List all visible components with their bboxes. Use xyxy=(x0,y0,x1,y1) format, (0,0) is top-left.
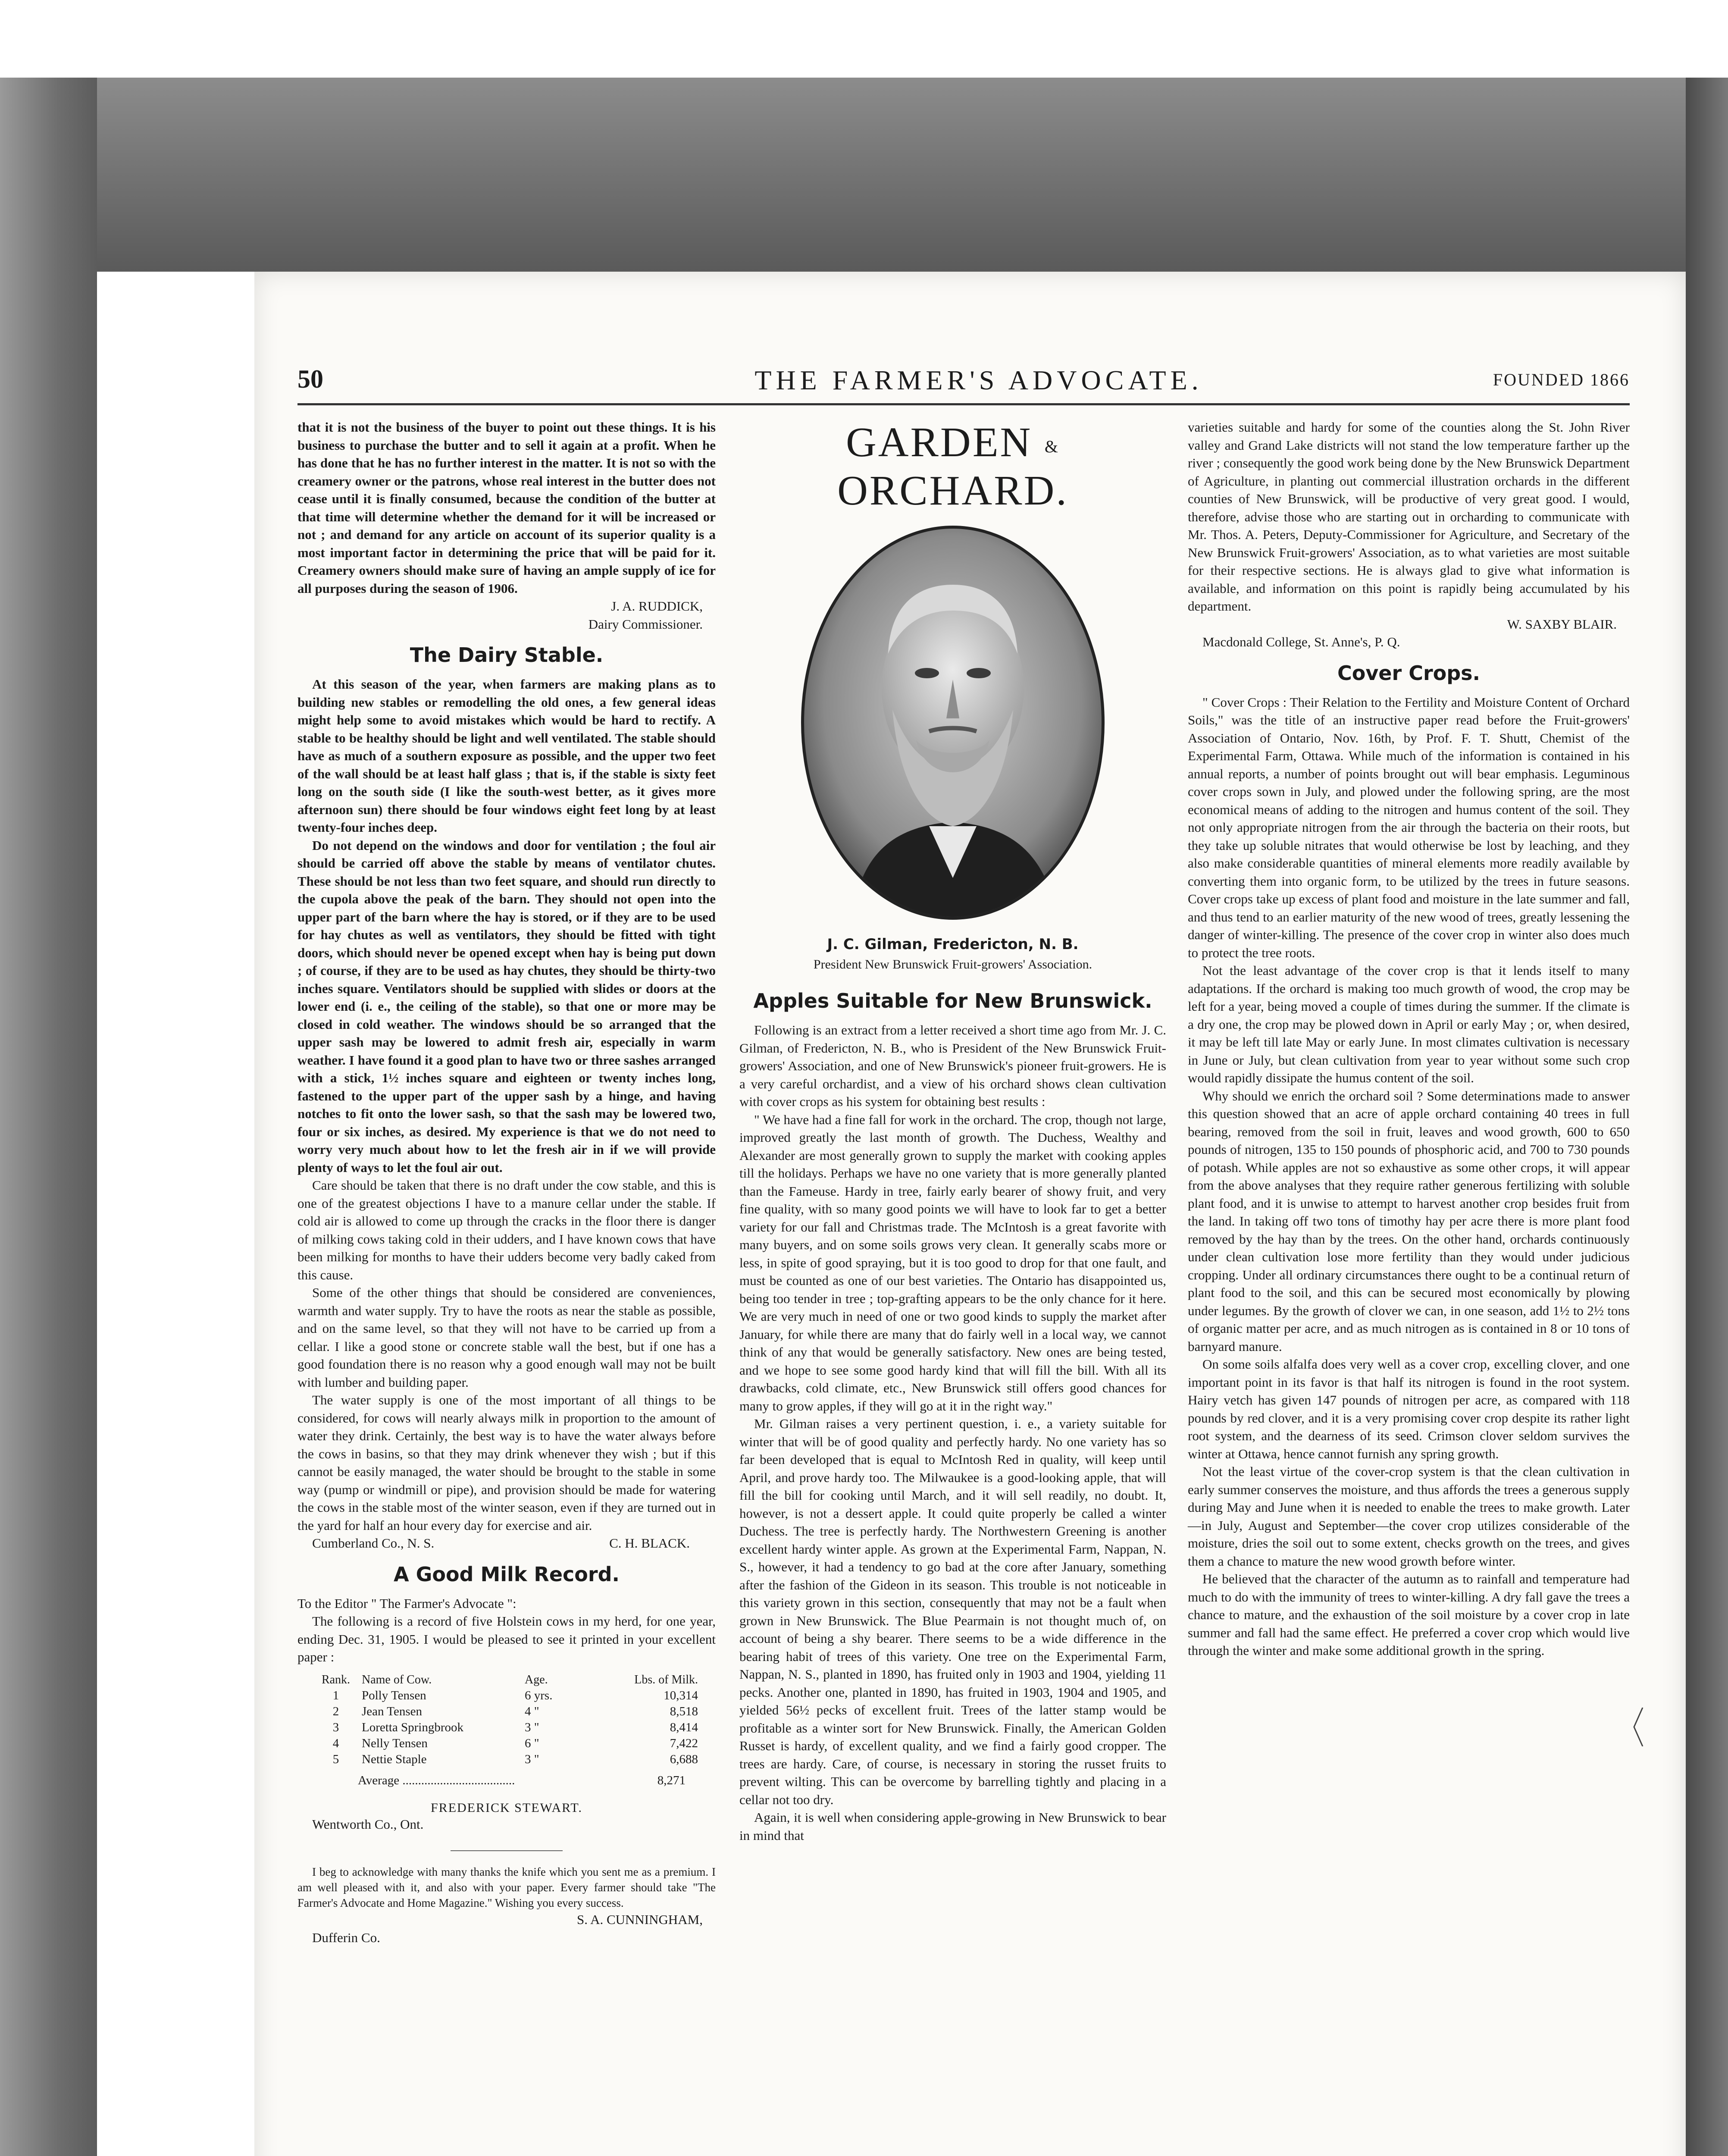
article-paragraph: " Cover Crops : Their Relation to the Fertility and Moisture Content of Orchard Soils," was the title of an instructive paper read before the Fruit-growers' Association of Ontario, Nov. 16th, by Prof. F. T. Shutt, Chemist of the Experimental Farm, Ottawa. While much of the information is contained in his annual reports, a number of points brought out will bear emphasis. Leguminous cover crops sown in July, and plowed under the following spring, are the most economical means of adding to the nitrogen and humus content of the soil. They not only appropriate nitrogen from the air through the bacteria on their roots, but they take up soluble nitrates that would otherwise be lost by leaching, and they also make considerable quantities of mineral elements more readily available by converting them into organic form, to be utilized by the trees in future seasons. Cover crops take up excess of plant food and moisture in the late summer and fall, and thus tend to an earlier maturity of the new wood of trees, greatly lessening the danger of winter-killing. The presence of the cover crop in winter also does much to protect the tree roots. xyxy=(1188,694,1630,960)
article-paragraph: The water supply is one of the most important of all things to be considered, for cows will nearly always milk in proportion to the amount of water they drink. Certainly, the best way is to have the water always before the cows in basins, so that they may drink whenever they wish ; but if this cannot be easily managed, the water should be brought to the stable in some way (pump or windmill or pipe), and provision should be made for watering the cows in the stable most of the winter season, even if they are turned out in the yard for half an hour every day for exercise and air. xyxy=(297,1392,716,1533)
reader-note: I beg to acknowledge with many thanks the knife which you sent me as a premium. I am well pleased with it, and also with your paper. Every farmer should take "The Farmer's Advocate and Home Magazine." Wishing you every success. xyxy=(297,1865,716,1909)
portrait-caption: J. C. Gilman, Fredericton, N. B. xyxy=(827,936,1079,953)
article-paragraph: Not the least advantage of the cover crop is that it lends itself to many adaptations. If the orchard is making too much growth of wood, the crop may be left for a year, being moved a couple of times during the summer. If the climate is a dry one, the crop may be plowed down in April or early May ; or, when desired, it may be left till late May or early June. In most climates cultivation is necessary in June or July, but clean cultivation from year to year without some such crop would rapidly dissipate the humus content of the soil. xyxy=(1188,963,1630,1085)
article-paragraph: Why should we enrich the orchard soil ? Some determinations made to answer this question showed that an acre of apple orchard containing 40 trees in full bearing, removed from the soil in fruit, leaves and wood growth, 600 to 650 pounds of nitrogen, 135 to 150 pounds of phosphoric acid, and 700 to 730 pounds of potash. While apples are not so exhaustive as some other crops, it will appear from the above analyses that they require rather generous fertilizing with soluble plant food, and it is unwise to attempt to harvest another crop besides fruit from the land. In taking off two tons of timothy hay per acre there is more plant food removed by the hay than by the trees. On the other hand, orchards continuously under clean cultivation lose more fertility than they would under judicious cropping. Under all ordinary circumstances there ought to be a continual return of plant food to the soil, and this can be secured most economically by plowing under legumes. By the growth of clover we can, in one season, add 1½ to 2½ tons of organic matter per acre, and as much nitrogen as is contained in 8 or 10 tons of barnyard manure. xyxy=(1188,1088,1630,1354)
column-right xyxy=(1188,418,1630,1660)
average-value: 8,271 xyxy=(657,1773,686,1787)
article-paragraph: " We have had a fine fall for work in the orchard. The crop, though not large, improved greatly the last month of growth. The Duchess, Wealthy and Alexander are most generally grown to supply the market with cooking apples till the holidays. Perhaps we have no one variety that is more generally planted than the Fameuse. Hardy in tree, fairly early bearer of showy fruit, and very fine quality, with so many good points we will have to look far to get a better variety for our fall and Christmas trade. The McIntosh is a great favorite with many buyers, and on some soils grows very clean. It generally scabs more or less, in spite of good spraying, but it is too good to drop for that one fault, and must be counted as one of our best varieties. The Ontario has disappointed us, being too tender in tree ; top-grafting appears to be the only chance for it here. We are very much in need of one or two good kinds to supply the market after January, for while there are many that do fairly well in a local way, we cannot think of any that would be generally satisfactory. New ones are being tested, and we hope to see some good hardy kind that will fill the bill. With all its drawbacks, cold climate, etc., New Brunswick still offers good chances for many to grow apples, if they will go at it in the right way." xyxy=(739,1112,1166,1413)
table-row xyxy=(313,1688,701,1704)
header-rule xyxy=(297,403,1630,405)
signature-place: Wentworth Co., Ont. xyxy=(312,1816,424,1832)
article-paragraph: varieties suitable and hardy for some of the counties along the St. John River valley and Grand Lake districts will not stand the low temperature farther up the river ; consequently the good work being done by the New Brunswick Department of Agriculture, in planting out commercial illustration orchards in the different counties of New Brunswick, will be productive of very great good. I would, therefore, advise those who are starting out in orcharding to communicate with Mr. Thos. A. Peters, Deputy-Commissioner for Agriculture, and Secretary of the New Brunswick Fruit-growers' Association, as to what varieties are most suitable for their respective sections. He is always glad to give what information is available, and information on this point is rapidly being accumulated by his department. xyxy=(1188,420,1630,614)
column-middle xyxy=(739,418,1166,1844)
article-paragraph: Mr. Gilman raises a very pertinent question, i. e., a variety suitable for winter that will be of good quality and perfectly hardy. No one variety has so far been developed that is equal to McIntosh Red in quality, will keep until April, and prove hardy too. The Milwaukee is a good-looking apple, that will fill the bill for cooking until March, and it will sell readily, no doubt. It, however, is not a dessert apple. It could quite properly be called a winter Duchess. The tree is perfectly hardy. The Northwestern Greening is another excellent hardy winter apple. As grown at the Experimental Farm, Nappan, N. S., however, it had a tendency to go bad at the core after January, something after the fashion of the Gideon in its season. This trouble is not noticeable in this variety grown in this section, consequently that may not be a fault when grown in New Brunswick. The Blue Pearmain is not thought much of, on account of being a shy bearer. There seems to be a wide difference in the bearing habit of trees of this variety. One tree on the Experimental Farm, Nappan, N. S., planted in 1890, has fruited only in 1903 and 1904, yielding 11 pecks. Another one, planted in 1890, has fruited in 1903, 1904 and 1905, and yielded 56½ pecks of excellent fruit. Trees of the latter stamp would be profitable as a winter sort for New Brunswick. Finally, the American Golden Russet is hardy, of excellent quality, and we find a fairly good cropper. The trees are hardy. Care, of course, is necessary in storing the russet fruits to prevent wilting. This can be overcome by barrelling tightly and placing in a cellar not too dry. xyxy=(739,1416,1166,1807)
table-cell: 10,314 xyxy=(664,1688,698,1702)
column-header: Name of Cow. xyxy=(362,1673,432,1686)
article-heading-cover-crops: Cover Crops. xyxy=(1337,661,1481,685)
average-row xyxy=(297,1774,716,1788)
milk-record-table xyxy=(313,1672,701,1767)
portrait-photo xyxy=(800,524,1106,921)
margin-pencil-mark xyxy=(1632,1708,1645,1746)
signature-line xyxy=(297,1534,716,1552)
table-cell: Loretta Springbrook xyxy=(362,1720,463,1734)
scan-frame-right xyxy=(1686,78,1728,2156)
column-left xyxy=(297,418,716,1946)
table-cell: 2 xyxy=(332,1704,339,1718)
table-cell: 6 yrs. xyxy=(525,1688,553,1702)
table-cell: 1 xyxy=(332,1688,339,1702)
article-paragraph: Do not depend on the windows and door for ventilation ; the foul air should be carried off above the stable by means of ventilator chutes. These should be not less than two feet square, and should run directly to the cupola above the peak of the barn. They should not open into the upper part of the barn where the hay is stored, or if they are to be used for hay chutes as well as ventilators, they should be fitted with tight doors, which should never be opened except when hay is being put down ; of course, if they are to be used as hay chutes, they should be thirty-two inches square. Ventilators should be supplied with slides or doors at the lower end (i. e., the ceiling of the stable), so that one or more may be closed in cold weather. The windows should be so arranged that the upper sash may be lowered to admit fresh air, especially in warm weather. I have found it a good plan to have two or three sashes arranged with a stick, 1½ inches square and eighteen or twenty inches long, fastened to the upper part of the upper sash by a hinge, and having notches to fit onto the lower sash, so that the sash may be lowered two, four or six inches, as desired. My experience is that we do not need to worry very much about how to let the fresh air in if we will provide plenty of ways to let the foul air out. xyxy=(297,837,716,1175)
table-cell: Polly Tensen xyxy=(362,1688,426,1702)
heading-word: ORCHARD. xyxy=(837,467,1068,514)
table-cell: 6 " xyxy=(525,1736,539,1750)
table-header-row xyxy=(313,1672,701,1688)
butter-article-end: that it is not the business of the buyer to point out these things. It is his business to purchase the butter and to sell it again at a profit. When he has done that he has no further interest in the matter. It is not so with the creamery owner or the patrons, whose real interest in the butter does not cease until it is finally consumed, because the condition of the butter at that time will determine whether the demand for it will be increased or not ; and demand for any article on account of its superior quality is a most important factor in determining the price that will be paid for it. Creamery owners should make sure of having an ample supply of ice for all purposes during the season of 1906. xyxy=(297,420,716,596)
signature-place: Macdonald College, St. Anne's, P. Q. xyxy=(1202,634,1400,649)
table-row xyxy=(313,1720,701,1736)
masthead-title: THE FARMER'S ADVOCATE. xyxy=(754,365,1203,395)
article-heading-milk-record: A Good Milk Record. xyxy=(393,1562,620,1586)
table-cell: 3 " xyxy=(525,1752,539,1766)
heading-word: GARDEN xyxy=(846,419,1033,466)
article-paragraph: Care should be taken that there is no draft under the cow stable, and this is one of the greatest objections I have to a manure cellar under the stable. If cold air is allowed to come up through the cracks in the floor there is danger of milking cows taking cold in their udders, and I have known cows that have been milking for months to have their udders become very badly caked from this cause. xyxy=(297,1178,716,1282)
article-paragraph: The following is a record of five Holstein cows in my herd, for one year, ending Dec. 31, 1905. I would be pleased to see it printed in your excellent paper : xyxy=(297,1614,716,1664)
portrait-engraving xyxy=(800,524,1106,921)
table-row xyxy=(313,1704,701,1720)
signature-place: Dufferin Co. xyxy=(312,1930,380,1945)
table-cell: Jean Tensen xyxy=(362,1704,422,1718)
article-paragraph: On some soils alfalfa does very well as a cover crop, excelling clover, and one important point in its favor is that half its nitrogen is found in the root system. Hairy vetch has given 147 pounds of nitrogen per acre, as compared with 118 pounds by red clover, and it is a very promising cover crop despite its rather light root system, and the dearness of its seed. Crimson clover seldom survives the winter at Ottawa, hence cannot furnish any spring growth. xyxy=(1188,1357,1630,1461)
article-paragraph: At this season of the year, when farmers are making plans as to building new stables or remodelling the old ones, a few general ideas might help some to avoid mistakes which would be hard to rectify. A stable to be healthy should be light and well ventilated. The stable should have as much of a southern exposure as possible, and the upper two feet of the wall should be at least half glass ; that is, if the stable is sixty feet long on the south side (I like the south-west better, as it gives more afternoon sun) there should be four windows eight feet long by at least twenty-four inches deep. xyxy=(297,677,716,835)
table-cell: 8,414 xyxy=(670,1720,698,1734)
table-row xyxy=(313,1752,701,1767)
table-cell: 5 xyxy=(332,1752,339,1766)
column-header: Age. xyxy=(525,1673,548,1686)
newspaper-page xyxy=(254,272,1686,2156)
table-cell: 8,518 xyxy=(670,1704,698,1718)
signature-name: W. SAXBY BLAIR. xyxy=(1507,616,1617,632)
scan-margin-top xyxy=(0,0,1728,78)
table-cell: Nettie Staple xyxy=(362,1752,427,1766)
article-heading-apples: Apples Suitable for New Brunswick. xyxy=(753,989,1152,1012)
page-number: 50 xyxy=(297,365,323,393)
letter-salutation: To the Editor " The Farmer's Advocate ": xyxy=(297,1595,517,1611)
table-cell: 3 " xyxy=(525,1720,539,1734)
table-row xyxy=(313,1736,701,1752)
article-paragraph: Following is an extract from a letter received a short time ago from Mr. J. C. Gilman, of Fredericton, N. B., who is President of the New Brunswick Fruit-growers' Association, and one of New Brunswick's pioneer fruit-growers. He is a very careful orchardist, and a view of his orchard shows clean cultivation with cover crops as his system for obtaining best results : xyxy=(739,1022,1166,1109)
table-cell: 7,422 xyxy=(670,1736,698,1750)
signature-name: FREDERICK STEWART. xyxy=(431,1800,582,1815)
article-heading-dairy-stable: The Dairy Stable. xyxy=(410,643,604,667)
section-heading-garden-orchard xyxy=(739,418,1166,515)
average-label: Average .................................... xyxy=(358,1773,515,1787)
signature-place: Cumberland Co., N. S. xyxy=(312,1536,435,1551)
table-cell: 6,688 xyxy=(670,1752,698,1766)
article-paragraph: Some of the other things that should be considered are conveniences, warmth and water supply. Try to have the roots as near the stable as possible, and on the same level, so that they will not have to be carried up from a cellar. I like a good stone or concrete stable wall the best, but if one has a good foundation there is no reason why a good enough wall may not be built with lumber and building paper. xyxy=(297,1285,716,1390)
table-cell: Nelly Tensen xyxy=(362,1736,428,1750)
article-paragraph: Not the least virtue of the cover-crop system is that the clean cultivation in early summer conserves the moisture, and thus affords the trees a generous supply during May and June when it is needed to enable the trees to make growth. Later—in July, August and September—the cover crop utilizes considerable of the moisture, dries the soil out to some extent, checks growth on the trees, and gives them a chance to mature the new wood growth before winter. xyxy=(1188,1464,1630,1569)
scan-frame-left xyxy=(0,78,97,2156)
article-paragraph: He believed that the character of the autumn as to rainfall and temperature had much to do with the immunity of trees to winter-killing. A dry fall gave the trees a chance to mature, and the exhaustion of the soil moisture by a cover crop in late summer and fall had the same effect. He preferred a cover crop which would live through the winter and make some additional growth in the spring. xyxy=(1188,1571,1630,1658)
table-cell: 4 " xyxy=(525,1704,539,1718)
signature-title: Dairy Commissioner. xyxy=(588,616,703,632)
table-cell: 4 xyxy=(332,1736,339,1750)
signature-name: C. H. BLACK. xyxy=(609,1536,690,1551)
section-divider xyxy=(451,1850,563,1851)
article-paragraph: Again, it is well when considering apple-growing in New Brunswick to bear in mind that xyxy=(739,1810,1166,1843)
signature-name: S. A. CUNNINGHAM, xyxy=(577,1912,703,1927)
signature-name: J. A. RUDDICK, xyxy=(611,599,703,614)
heading-ampersand-ornament: & xyxy=(1044,437,1060,457)
column-header: Rank. xyxy=(321,1673,351,1686)
column-header: Lbs. of Milk. xyxy=(634,1673,698,1686)
table-cell: 3 xyxy=(332,1720,339,1734)
scan-frame-top-band xyxy=(97,78,1686,272)
founded-note: FOUNDED 1866 xyxy=(1493,370,1630,389)
portrait-subcaption: President New Brunswick Fruit-growers' Association. xyxy=(813,957,1093,971)
